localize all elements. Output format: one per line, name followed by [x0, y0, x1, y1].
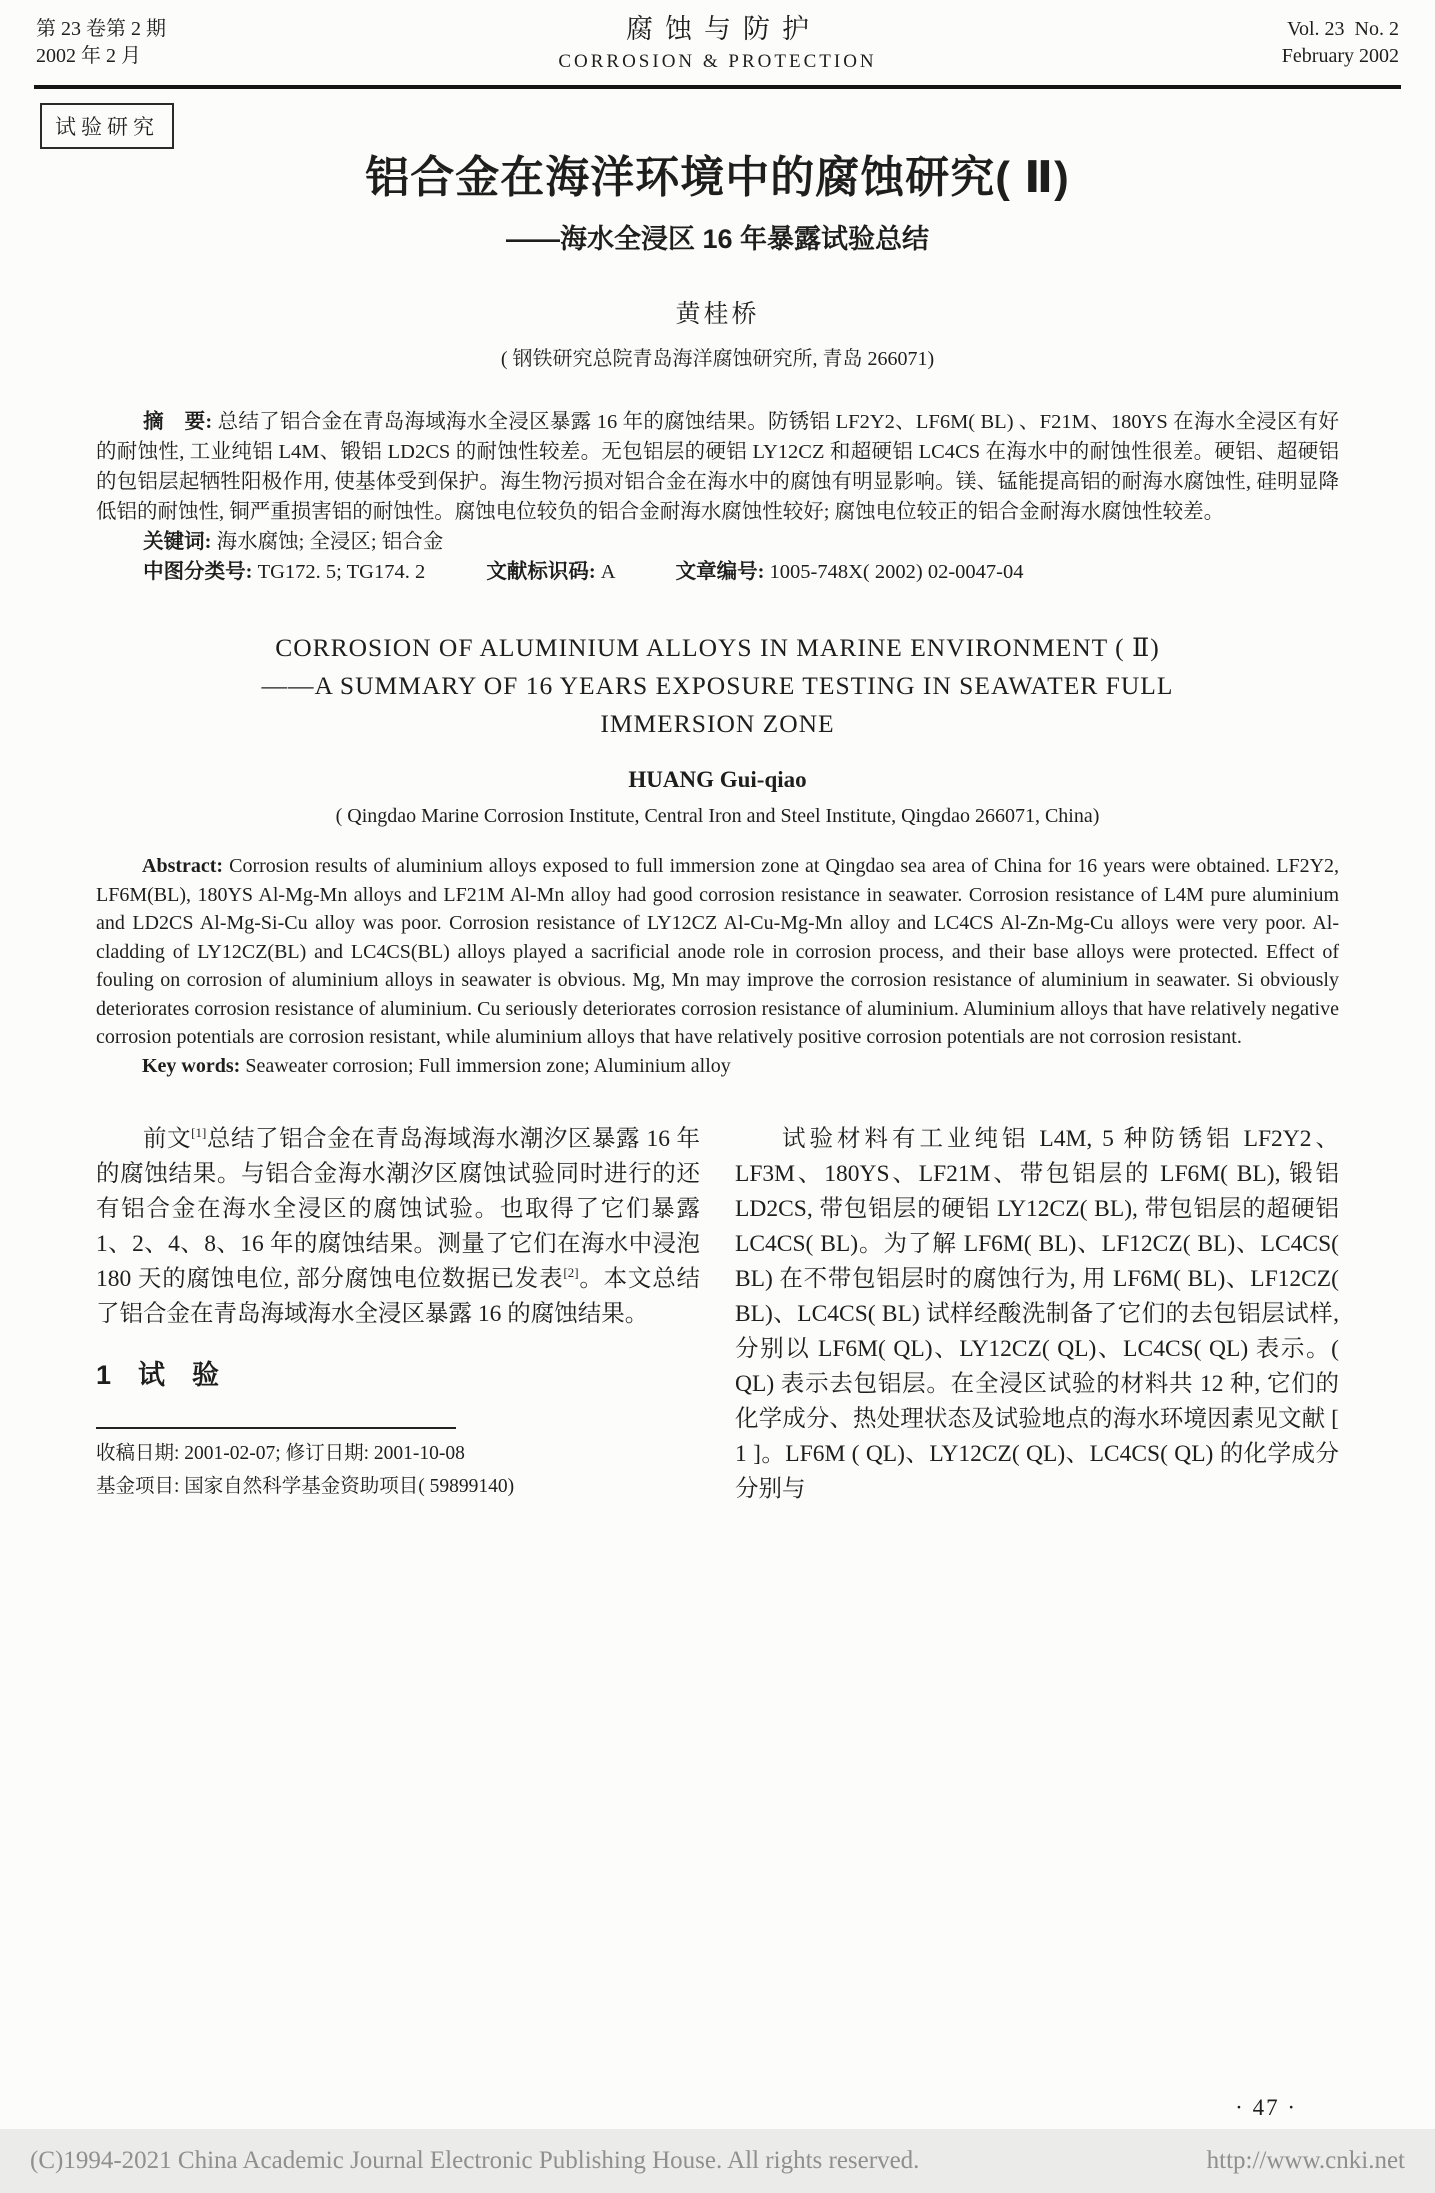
copyright-text: (C)1994-2021 China Academic Journal Electronic Publishing House. All rights reserved. — [30, 2147, 920, 2174]
clc-label: 中图分类号: — [143, 561, 253, 583]
footer-bar — [0, 2129, 1435, 2193]
page-number: · 47 · — [1235, 2095, 1297, 2120]
journal-title-en: CORROSION & PROTECTION — [558, 51, 877, 72]
abstract-en-text: Corrosion results of aluminium alloys exposed to full immersion zone at Qingdao sea area of China for 16 years were obtained. LF2Y2, LF6M(BL), 180YS Al-Mg-Mn alloys and LF21M Al-Mn alloy had good corrosion resistance in seawater. Corrosion resistance of L4M pure aluminium and LD2CS Al-Mg-Si-Cu alloy was poor. Corrosion resistance of LY12CZ Al-Cu-Mg-Mn alloy and LC4CS Al-Zn-Mg-Cu alloys were very poor. Al-cladding of LY12CZ(BL) and LC4CS(BL) alloys played a sacrificial anode role in corrosion process, and their base alloys were protected. Effect of fouling on corrosion of aluminium alloys in seawater is obvious. Mg, Mn may improve the corrosion resistance of aluminium in seawater. Si obviously deteriorates corrosion resistance of aluminium. Cu seriously deteriorates corrosion resistance of aluminium. Aluminium alloys that have relatively negative corrosion potentials are corrosion resistant, while aluminium alloys that have relatively positive corrosion potentials are not corrosion resistant. — [96, 855, 1340, 1048]
author-name-en: HUANG Gui-qiao — [628, 767, 807, 792]
affiliation-cn: ( 钢铁研究总院青岛海洋腐蚀研究所, 青岛 266071) — [500, 348, 935, 370]
title-en-line2: ——A SUMMARY OF 16 YEARS EXPOSURE TESTING IN SEAWATER FULL — [261, 671, 1174, 700]
masthead-right — [1159, 16, 1399, 70]
keywords-en-label: Key words: — [142, 1054, 241, 1077]
masthead — [0, 0, 1435, 75]
footnote-rule — [96, 1427, 456, 1429]
clc-segment — [143, 561, 425, 583]
left-column — [96, 1122, 700, 1507]
article-no-value: 1005-748X( 2002) 02-0047-04 — [769, 561, 1024, 583]
abstract-cn-text: 总结了铝合金在青岛海域海水全浸区暴露 16 年的腐蚀结果。防锈铝 LF2Y2、LF6M( BL) 、F21M、180YS 在海水全浸区有好的耐蚀性, 工业纯铝 L4M、锻铝 LD2CS 的耐蚀性较差。无包铝层的硬铝 LY12CZ 和超硬铝 LC4CS 在海水中的耐蚀性很差。硬铝、超硬铝的包铝层起牺牲阳极作用, 使基体受到保护。海生物污损对铝合金在海水中的腐蚀有明显影响。镁、锰能提高铝的耐海水腐蚀性, 硅明显降低铝的耐蚀性, 铜严重损害铝的耐蚀性。腐蚀电位较负的铝合金耐海水腐蚀性较好; 腐蚀电位较正的铝合金耐海水腐蚀性较差。 — [96, 411, 1340, 523]
keywords-cn-label: 关键词: — [143, 531, 212, 553]
intro-text-3: 。本文总结了铝合金在青岛海域海水全浸区暴露 16 的腐蚀结果。 — [96, 1266, 701, 1327]
clc-value: TG172. 5; TG174. 2 — [257, 561, 426, 583]
article-no-segment — [676, 561, 1024, 583]
classification-line — [96, 557, 1339, 587]
volume-issue-cn: 第 23 卷第 2 期 — [36, 18, 166, 40]
title-en-line3: IMMERSION ZONE — [600, 709, 835, 738]
received-date-note: 收稿日期: 2001-02-07; 修订日期: 2001-10-08 — [96, 1443, 465, 1464]
volume-issue-en: Vol. 23 No. 2 — [1287, 18, 1399, 40]
intro-text-2: 总结了铝合金在青岛海域海水潮汐区暴露 16 年的腐蚀结果。与铝合金海水潮汐区腐蚀试验同时进行的还有铝合金在海水全浸区的腐蚀试验。也取得了它们暴露 1、2、4、8、16 年的腐蚀结果。测量了它们在海水中浸泡 180 天的腐蚀电位, 部分腐蚀电位数据已发表 — [96, 1126, 701, 1292]
footnotes-block — [96, 1427, 700, 1503]
keywords-cn-line — [96, 527, 1339, 557]
masthead-center — [276, 16, 1159, 75]
abstract-en-label: Abstract: — [142, 855, 224, 877]
doc-code-value: A — [600, 561, 615, 583]
intro-paragraph — [96, 1122, 700, 1332]
abstract-en-paragraph — [96, 852, 1339, 1052]
column-badge: 试验研究 — [40, 103, 174, 149]
header-rule — [34, 85, 1401, 89]
article-no-label: 文章编号: — [675, 561, 765, 583]
cnki-url[interactable]: http://www.cnki.net — [1206, 2147, 1405, 2174]
section-1-heading: 1 试 验 — [96, 1360, 220, 1390]
abstract-cn-label: 摘 要: — [143, 411, 213, 433]
doc-code-segment — [486, 561, 614, 583]
abstract-cn-paragraph — [96, 407, 1339, 527]
body-columns — [96, 1122, 1339, 1507]
author-name-cn: 黄桂桥 — [675, 301, 760, 328]
keywords-en-text: Seaweater corrosion; Full immersion zone; Aluminium alloy — [245, 1054, 731, 1077]
article-content — [0, 141, 1435, 1507]
date-cn: 2002 年 2 月 — [36, 45, 141, 67]
materials-paragraph: 试验材料有工业纯铝 L4M, 5 种防锈铝 LF2Y2、LF3M、180YS、LF21M、带包铝层的 LF6M( BL), 锻铝 LD2CS, 带包铝层的硬铝 LY12CZ( BL), 带包铝层的超硬铝 LC4CS( BL)。为了解 LF6M( BL)、LF12CZ( BL)、LC4CS( BL) 在不带包铝层时的腐蚀行为, 用 LF6M( BL)、LF12CZ( BL)、LC4CS( BL) 试样经酸洗制备了它们的去包铝层试样, 分别以 LF6M( QL)、LY12CZ( QL)、LC4CS( QL) 表示。( QL) 表示去包铝层。在全浸区试验的材料共 12 种, 它们的化学成分、热处理状态及试验地点的海水环境因素见文献 [ 1 ]。LF6M ( QL)、LY12CZ( QL)、LC4CS( QL) 的化学成分分别与 — [735, 1126, 1339, 1502]
masthead-left — [36, 16, 276, 70]
abstract-cn-block — [96, 407, 1339, 587]
affiliation-en: ( Qingdao Marine Corrosion Institute, Central Iron and Steel Institute, Qingdao 266071, China) — [335, 805, 1100, 827]
journal-title-cn: 腐蚀与防护 — [626, 14, 821, 44]
citation-ref-2: [2] — [563, 1265, 579, 1281]
right-column — [735, 1122, 1339, 1507]
doc-code-label: 文献标识码: — [486, 561, 596, 583]
title-en-line1: CORROSION OF ALUMINIUM ALLOYS IN MARINE ENVIRONMENT ( Ⅱ) — [275, 633, 1160, 662]
fund-project-note: 基金项目: 国家自然科学基金资助项目( 59899140) — [96, 1476, 515, 1497]
citation-ref-1: [1] — [191, 1125, 207, 1141]
article-title-cn: 铝合金在海洋环境中的腐蚀研究( Ⅱ) — [365, 153, 1070, 202]
keywords-en-line — [96, 1052, 1339, 1081]
article-title-en — [96, 629, 1339, 743]
date-en: February 2002 — [1281, 45, 1399, 67]
keywords-cn-text: 海水腐蚀; 全浸区; 铝合金 — [216, 531, 444, 553]
intro-text-1: 前文 — [143, 1126, 192, 1152]
abstract-en-block — [96, 852, 1339, 1080]
article-subtitle-cn: ——海水全浸区 16 年暴露试验总结 — [505, 224, 930, 254]
